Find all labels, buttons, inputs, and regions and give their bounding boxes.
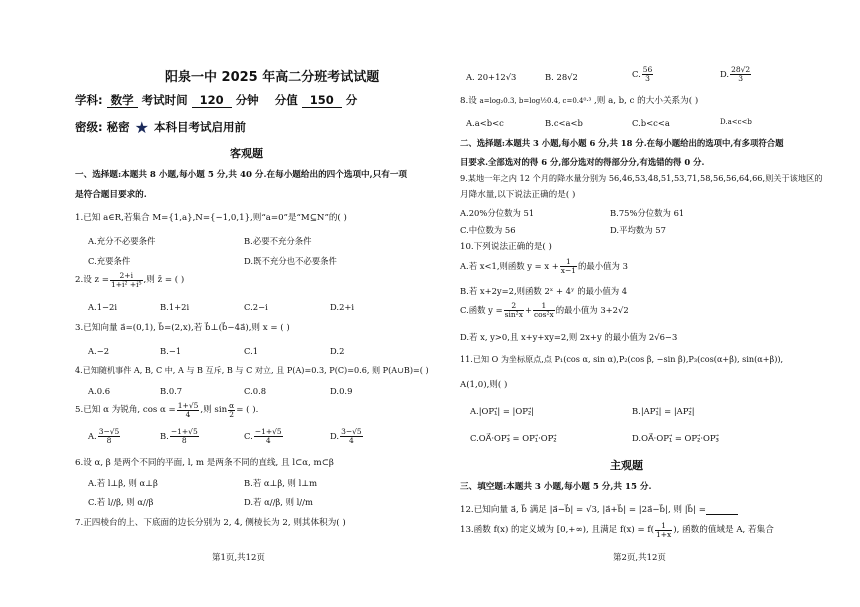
- q5-half-angle: [228, 402, 235, 418]
- q7-option-c-label: C.: [632, 68, 641, 79]
- score-value: 150: [302, 93, 342, 108]
- q5-option-b: [160, 428, 200, 444]
- q5-option-a-den: 8: [106, 435, 112, 445]
- q8-stem: [460, 96, 698, 106]
- q5-option-c-num: −1+√5: [254, 427, 282, 436]
- q11-stem: 11.已知 O 为坐标原点,点 P₁(cos α, sin α),P₂(cos β, −sin β),P₃(cos(α+β), sin(α+β)),: [460, 354, 784, 364]
- q7-option-b: [545, 72, 578, 82]
- q5-half-den: 2: [229, 409, 235, 419]
- q3-stem: 3.已知向量 a⃗=(0,1), b⃗=(2,x),若 b⃗⊥(b⃗−4a⃗),则 x = ( ): [75, 323, 290, 333]
- q8-stem-pre: 8.设: [460, 96, 477, 106]
- q5-option-d-den: 4: [348, 435, 354, 445]
- q12-answer-blank[interactable]: [706, 514, 738, 515]
- q11-stem-cont: A(1,0),则( ): [460, 380, 508, 390]
- q3-option-c: C.1: [244, 346, 259, 356]
- q2-stem-post: ,则 z̄ = ( ): [143, 274, 185, 285]
- q9-option-b: B.75%分位数为 61: [610, 208, 685, 218]
- q5-fraction: [177, 402, 200, 418]
- q7-option-a-text: 20+12√3: [477, 72, 517, 82]
- q10-option-a-den: x−1: [560, 265, 577, 275]
- q10-stem: 10.下列说法正确的是( ): [460, 242, 552, 252]
- q1-option-c: C.充要条件: [88, 256, 131, 266]
- q10-option-c-num1: 2: [504, 302, 524, 311]
- q6-option-a: A.若 l⊥β, 则 α⊥β: [88, 478, 158, 488]
- q10-option-c-den1: sin²x: [504, 309, 523, 319]
- q2-numerator: 2+i: [110, 272, 143, 281]
- q5-option-b-frac: [170, 428, 199, 444]
- subject-label: 学科:: [75, 93, 103, 107]
- q5-denominator: 4: [185, 409, 191, 419]
- q9-stem-cont: 月降水量,以下说法正确的是( ): [460, 190, 576, 200]
- score-unit: 分: [345, 93, 358, 107]
- q5-option-c-den: 4: [265, 435, 271, 445]
- exam-meta-line: [75, 94, 357, 108]
- left-page-column: [0, 0, 429, 607]
- star-icon: ★: [134, 118, 149, 137]
- q2-option-b: B.1+2i: [160, 302, 190, 312]
- q2-denominator: 1+i² +i⁵: [111, 279, 142, 289]
- subject-value: 数学: [107, 93, 138, 108]
- q13-numerator: 1: [655, 522, 672, 531]
- part3-title: 三、填空题:本题共 3 小题,每小题 5 分,共 15 分.: [460, 482, 652, 492]
- q1-option-d: D.既不充分也不必要条件: [244, 256, 337, 266]
- q8-expression: a=log₂0.3, b=log½0.4, c=0.4⁰·³: [479, 97, 592, 105]
- q5-option-a: [88, 428, 121, 444]
- part2-title: 二、选择题:本题共 3 小题,每小题 6 分,共 18 分.在每小题给出的选项中,有多项符合题: [460, 138, 784, 148]
- q7-option-d: [720, 66, 752, 82]
- q10-option-a-num: 1: [560, 258, 577, 267]
- page-footer-right: 第2页,共12页: [613, 553, 666, 563]
- q5-option-c-label: C.: [244, 430, 253, 441]
- q5-numerator: 1+√5: [177, 401, 199, 410]
- time-value: 120: [192, 93, 232, 108]
- secret-note: 本科目考试启用前: [153, 120, 246, 135]
- secret-label: 密级: 秘密: [75, 120, 130, 135]
- q9-option-c: C.中位数为 56: [460, 225, 516, 235]
- q3-option-b: B.−1: [160, 346, 182, 356]
- q11-option-d: D.OA⃗·OP₁⃗ = OP₂⃗·OP₃⃗: [632, 433, 719, 443]
- q6-option-b: B.若 α⊥β, 则 l⊥m: [244, 478, 318, 488]
- q7-option-b-label: B.: [545, 72, 554, 82]
- q1-stem: 1.已知 a∈R,若集合 M={1,a},N={−1,0,1},则“a=0”是“M⊆N”的( ): [75, 213, 347, 223]
- q5-option-d-label: D.: [330, 430, 340, 441]
- q6-option-c: C.若 l//β, 则 α//β: [88, 497, 154, 507]
- q10-option-c: [460, 302, 629, 318]
- time-label: 考试时间: [141, 93, 188, 107]
- q10-option-a: [460, 258, 628, 274]
- q7-stem: 7.正四棱台的上、下底面的边长分别为 2, 4, 侧棱长为 2, 则其体积为( ): [75, 518, 346, 528]
- q4-option-d: D.0.9: [330, 386, 353, 396]
- secret-line: [75, 120, 246, 136]
- q2-option-a: A.1−2i: [88, 302, 118, 312]
- q5-option-d: [330, 428, 364, 444]
- q3-option-d: D.2: [330, 346, 345, 356]
- q4-option-c: C.0.8: [244, 386, 267, 396]
- q2-stem: [75, 272, 184, 288]
- q5-option-a-frac: [98, 428, 121, 444]
- q11-option-c: C.OA⃗·OP₃⃗ = OP₁⃗·OP₂⃗: [470, 433, 557, 443]
- q2-fraction: [110, 272, 143, 288]
- q10-option-b: B.若 x+2y=2,则函数 2ˣ + 4ʸ 的最小值为 4: [460, 286, 628, 296]
- q6-option-d: D.若 α//β, 则 l//m: [244, 497, 313, 507]
- q2-stem-pre: 2.设 z =: [75, 274, 109, 285]
- q12-stem: [460, 505, 738, 515]
- q4-option-b: B.0.7: [160, 386, 183, 396]
- q5-stem-post: = ( ).: [236, 404, 259, 415]
- q8-stem-post: ,则 a, b, c 的大小关系为( ): [594, 96, 699, 106]
- q6-stem: 6.设 α, β 是两个不同的平面, l, m 是两条不同的直线, 且 l⊂α, m⊂β: [75, 458, 334, 468]
- q10-option-c-pre: C.函数 y =: [460, 304, 503, 315]
- q10-option-c-post: 的最小值为 3+2√2: [555, 304, 629, 315]
- q10-option-a-frac: [560, 258, 577, 274]
- page-footer-left: 第1页,共12页: [212, 553, 265, 563]
- q5-option-a-label: A.: [88, 430, 97, 441]
- q8-option-c: C.b<c<a: [632, 118, 670, 128]
- q2-option-d: D.2+i: [330, 302, 355, 312]
- score-label: 分值: [274, 93, 298, 107]
- q5-option-c-frac: [254, 428, 283, 444]
- q7-option-c-num: 56: [642, 65, 653, 74]
- q5-option-b-den: 8: [181, 435, 187, 445]
- q7-option-d-label: D.: [720, 68, 730, 79]
- q13-stem-post: ), 函数的值域是 A, 若集合: [673, 524, 774, 535]
- q5-option-d-num: 3−√5: [341, 427, 362, 436]
- subjective-heading: 主观题: [610, 459, 643, 472]
- q10-option-a-post: 的最小值为 3: [578, 260, 628, 271]
- q10-option-c-frac1: [504, 302, 524, 318]
- q13-fraction: [655, 522, 672, 538]
- q10-option-c-frac2: [533, 302, 555, 318]
- q8-option-b: B.c<a<b: [545, 118, 583, 128]
- q8-option-a: A.a<b<c: [466, 118, 504, 128]
- q13-stem-pre: 13.函数 f(x) 的定义域为 [0,+∞), 且满足 f(x) = f(: [460, 524, 654, 535]
- q4-stem: 4.已知随机事件 A, B, C 中, A 与 B 互斥, B 与 C 对立, 且 P(A)=0.3, P(C)=0.6, 则 P(A∪B)=( ): [75, 365, 429, 375]
- q5-option-b-num: −1+√5: [170, 427, 198, 436]
- q7-option-d-frac: [730, 66, 751, 82]
- q5-stem-mid: ,则 sin: [200, 404, 228, 415]
- q13-denominator: 1+x: [655, 529, 672, 539]
- q7-option-c-frac: [642, 66, 654, 82]
- q2-option-c: C.2−i: [244, 302, 268, 312]
- q5-stem: [75, 402, 258, 418]
- q5-stem-pre: 5.已知 α 为锐角, cos α =: [75, 404, 176, 415]
- q7-option-c-den: 3: [645, 73, 650, 83]
- q5-half-num: α: [229, 401, 235, 410]
- q11-option-a: A.|OP₁⃗| = |OP₂⃗|: [470, 406, 535, 416]
- q13-stem: [460, 522, 774, 538]
- q9-option-d: D.平均数为 57: [610, 225, 666, 235]
- q9-stem: 9.某地一年之内 12 个月的降水量分别为 56,46,53,48,51,53,71,58,56,56,64,66,则关于该地区的: [460, 173, 823, 183]
- q1-option-a: A.充分不必要条件: [88, 236, 156, 246]
- part1-title-cont: 是符合题目要求的.: [75, 190, 147, 200]
- objective-heading: 客观题: [230, 147, 263, 160]
- q3-option-a: A.−2: [88, 346, 110, 356]
- part2-title-cont: 目要求.全部选对的得 6 分,部分选对的得部分分,有选错的得 0 分.: [460, 157, 705, 167]
- q10-option-a-pre: A.若 x<1,则函数 y = x +: [460, 260, 559, 271]
- q10-option-c-plus: +: [524, 304, 532, 315]
- q4-option-a: A.0.6: [88, 386, 111, 396]
- q1-option-b: B.必要不充分条件: [244, 236, 312, 246]
- q9-option-a: A.20%分位数为 51: [460, 208, 535, 218]
- q11-option-b: B.|AP₁⃗| = |AP₂⃗|: [632, 406, 695, 416]
- q8-option-d: D.a<c<b: [720, 118, 752, 126]
- q5-option-a-num: 3−√5: [98, 427, 120, 436]
- q7-option-d-den: 3: [738, 73, 744, 83]
- q7-option-a: [466, 72, 516, 82]
- q5-option-d-frac: [340, 428, 363, 444]
- exam-title: 阳泉一中 2025 年高二分班考试试题: [165, 70, 380, 85]
- q5-option-b-label: B.: [160, 430, 169, 441]
- q10-option-c-num2: 1: [533, 302, 555, 311]
- right-page-column: [430, 0, 840, 607]
- q12-stem-text: 12.已知向量 a⃗, b⃗ 满足 |a⃗−b⃗| = √3, |a⃗+b⃗| = |2a⃗−b⃗|, 则 |b⃗| =: [460, 505, 706, 515]
- time-unit: 分钟: [235, 93, 259, 107]
- q7-option-d-num: 28√2: [731, 65, 751, 74]
- q7-option-a-label: A.: [466, 72, 475, 82]
- part1-title: 一、选择题:本题共 8 小题,每小题 5 分,共 40 分.在每小题给出的四个选项中,只有一项: [75, 170, 408, 180]
- q10-option-d: D.若 x, y>0,且 x+y+xy=2,则 2x+y 的最小值为 2√6−3: [460, 332, 678, 342]
- q5-option-c: [244, 428, 284, 444]
- q7-option-c: [632, 66, 654, 82]
- q7-option-b-text: 28√2: [556, 72, 578, 82]
- q10-option-c-den2: cos²x: [533, 309, 554, 319]
